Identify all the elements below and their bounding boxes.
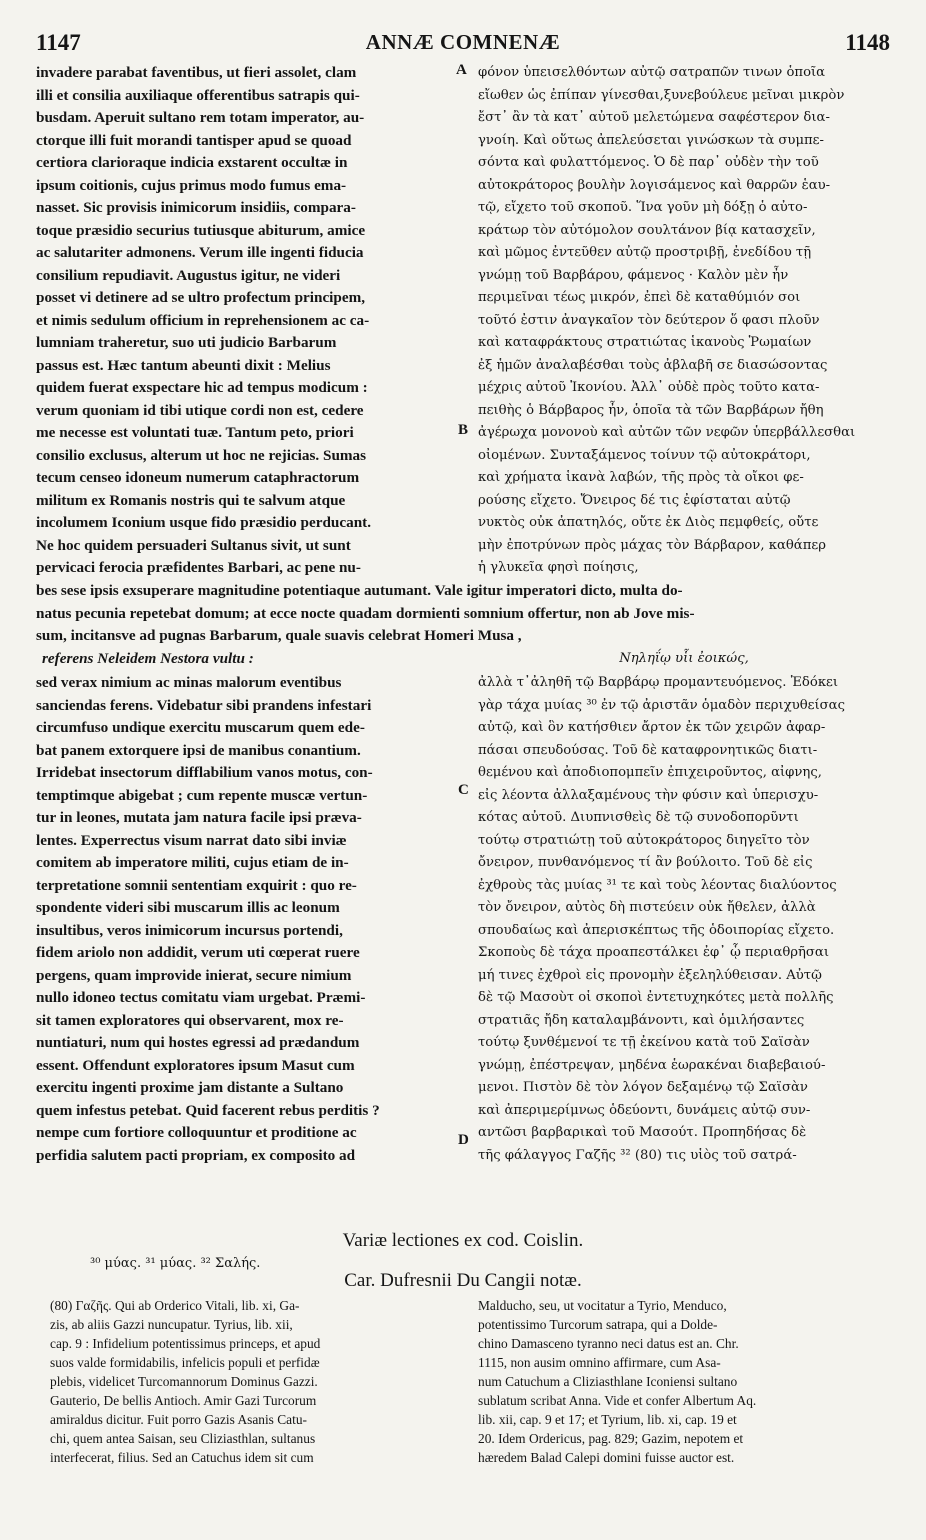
greek-bottom-line: τούτῳ ξυνθέμενοί τε τῇ ἐκείνου κατὰ τοῦ Σαϊσὰν: [478, 1035, 810, 1050]
page-header: [36, 30, 890, 60]
latin-top-line: ctorque illi fuit morandi tantisper apud se quoad: [36, 131, 352, 149]
latin-full-line: bes sese ipsis exsuperare magnitudine potentiaque autumant. Vale igitur imperatori dicto, multa do-: [36, 582, 683, 599]
latin-bottom-line: lentes. Experrectus visum narrat dato sibi inviæ: [36, 831, 347, 849]
greek-bottom-line: ἐχθροὺς τὰς μυίας ³¹ τε καὶ τοὺς λέοντας διαλύοντος: [478, 877, 837, 893]
latin-top-line: consilium repudiavit. Augustus igitur, ne videri: [36, 266, 341, 284]
note-left-line: (80) Γαζῆς. Qui ab Orderico Vitali, lib. xi, Ga-: [50, 1298, 300, 1313]
greek-bottom-line: εἰς λέοντα ἀλλαξαμένους τὴν φύσιν καὶ ὑπερισχυ-: [478, 787, 819, 803]
greek-top-line: οἰομένων. Συνταξάμενος τοίνυν τῷ αὐτοκράτορι,: [478, 447, 811, 463]
greek-top-line: ἀγέρωχα μονονοὺ καὶ αὐτῶν τῶν νεφῶν ὑπερβάλλεσθαι: [478, 425, 856, 440]
note-right-line: 1115, non ausim omnino affirmare, cum Asa-: [478, 1355, 721, 1370]
greek-bottom-line: πάσαι σπευδούσας. Τοῦ δὲ καταφρονητικῶς διατι-: [478, 742, 818, 758]
greek-bottom-line: τούτῳ στρατιώτῃ τοῦ αὐτοκράτορος διηγεῖτο τὸν: [478, 832, 810, 848]
greek-column-top: [478, 62, 890, 580]
greek-bottom-line: θεμένου καὶ ἀποδιοπομπεῖν ἐπιχειροῦντος, αἰφνης,: [478, 765, 822, 780]
greek-top-line: ρούσης εἴχετο. Ὄνειρος δέ τις ἐφίσταται αὐτῷ: [478, 492, 791, 508]
greek-bottom-line: δὲ τῷ Μασοὺτ οἱ σκοποὶ ἐντετυχηκότες μετὰ πολλῆς: [478, 990, 834, 1005]
latin-top-line: consilio exclusus, alterum ut hoc ne rejicias. Sumas: [36, 446, 367, 464]
latin-bottom-line: tur in leones, mutata jam natura facile ipsi præva-: [36, 809, 362, 826]
latin-bottom-line: perfidia salutem pacti propriam, ex composito ad: [36, 1146, 356, 1164]
greek-bottom-line: τὸν ὄνειρον, αὐτὸς δὴ πιστεύειν οὐκ ἤθελεν, ἀλλὰ: [478, 900, 816, 915]
variae-lectiones-text: ³⁰ μύας. ³¹ μύας. ³² Σαλής.: [90, 1256, 261, 1271]
variae-lectiones-title: Variæ lectiones ex cod. Coislin.: [342, 1230, 584, 1251]
greek-bottom-line: αὐτῷ, καὶ ὃν κατήσθιεν ἄρτον ἐκ τῶν χειρῶν ἀφαρ-: [478, 720, 826, 735]
page-number-right: 1148: [845, 30, 890, 55]
greek-bottom-line: τῆς φάλαγγος Γαζῆς ³² (80) τις υἱὸς τοῦ σατρά-: [478, 1147, 797, 1163]
latin-top-line: ipsum coitionis, cujus primus modo fumus ema-: [36, 176, 347, 194]
latin-bottom-line: sanciendas ferens. Videbatur sibi prandens infestari: [36, 696, 372, 714]
latin-bottom-line: comitem ab imperatore militi, cujus etiam de in-: [36, 854, 349, 871]
greek-top-line: νυκτὸς οὐκ ἀπατηλός, οὔτε ἐκ Διὸς πεμφθείς, οὔτε: [478, 515, 819, 530]
latin-column-bottom: [36, 672, 456, 1167]
note-right-line: hæredem Balad Calepi domini fuisse auctor est.: [478, 1450, 735, 1465]
note-left-line: zis, ab aliis Gazzi nuncupatur. Tyrius, lib. xii,: [50, 1317, 293, 1332]
greek-top-line: ἔστ᾽ ἂν τὰ κατ᾽ αὐτοῦ μελετώμενα σαφέστερον δια-: [478, 110, 830, 125]
latin-bottom-line: circumfuso undique exercitu muscarum quem ede-: [36, 719, 365, 736]
latin-bottom-line: sed verax nimium ac minas malorum eventibus: [36, 674, 342, 691]
greek-top-line: γνώμῃ τοῦ Βαρβάρου, φάμενος · Καλὸν μὲν ἦν: [478, 267, 789, 283]
latin-bottom-line: pergens, quam improvide inierat, secure nimium: [36, 966, 352, 984]
latin-top-line: certiora clarioraque indicia exstarent occultæ in: [36, 154, 348, 171]
latin-bottom-line: nempe cum fortiore colloquuntur et proditione ac: [36, 1124, 357, 1141]
greek-bottom-line: κότας αὐτοῦ. Διυπνισθεὶς δὲ τῷ συνοδοπορῦντι: [478, 810, 799, 825]
note-right-line: sublatum scribat Anna. Vide et confer Albertum Aq.: [478, 1393, 757, 1408]
note-right-line: 20. Idem Ordericus, pag. 829; Gazim, nepotem et: [478, 1431, 744, 1446]
greek-top-line: εἴωθεν ὡς ἐπίπαν γίνεσθαι,ξυνεβούλευε μεῖναι μικρὸν: [478, 87, 845, 103]
note-left-line: plebis, videlicet Turcomannorum Dominus Gazzi.: [50, 1374, 318, 1389]
latin-top-line: invadere parabat faventibus, ut fieri assolet, clam: [36, 64, 357, 81]
greek-top-line: περιμεῖναι τέως μικρόν, ἐπεὶ δὲ καταθύμιόν σοι: [478, 290, 801, 305]
margin-marker-d: D: [458, 1132, 469, 1148]
latin-top-line: posset vi detinere ad se ultro profectum principem,: [36, 289, 366, 306]
greek-top-line: καὶ χρήματα ἱκανὰ λαβών, τῆς πρὸς τὰ οἴκοι φε-: [478, 470, 804, 485]
greek-top-line: καὶ μῶμος ἐντεῦθεν αὐτῷ προστριβῇ, ἐνεδίδου τῇ: [478, 245, 812, 260]
note-left-line: Gauterio, De bellis Antioch. Amir Gazi Turcorum: [50, 1393, 317, 1408]
verse-latin: referens Neleidem Nestora vultu :: [42, 650, 254, 667]
margin-marker-a: A: [456, 62, 467, 78]
greek-top-line: αὐτοκράτορος βουλὴν λογισάμενος καὶ θαρρῶν ἑαυ-: [478, 177, 831, 193]
latin-full-line: natus pecunia repetebat domum; at ecce nocte quadam dormienti somnium offertur, non ab Jove mis-: [36, 604, 695, 622]
greek-top-line: μέχρις αὐτοῦ Ἰκονίου. Ἀλλ᾽ οὐδὲ πρὸς τοῦτο κατα-: [478, 380, 820, 395]
greek-bottom-line: καὶ ἀπεριμερίμνως ὁδεύοντι, δυνάμεις αὐτῷ συν-: [478, 1102, 811, 1118]
greek-top-line: φόνον ὑπεισελθόντων αὐτῷ σατραπῶν τινων ὁποῖα: [478, 65, 826, 80]
greek-top-line: σόντα καὶ φυλαττόμενος. Ὁ δὲ παρ᾽ οὐδὲν τὴν τοῦ: [478, 155, 819, 170]
greek-bottom-line: σπουδαίως καὶ ἀπερισκέπτως τῆς ὁδοιπορίας εἴχετο.: [478, 922, 835, 938]
greek-top-line: ἡ γλυκεῖα φησὶ ποίησις,: [478, 560, 639, 575]
latin-bottom-line: insultibus, veros inimicorum incursus portendi,: [36, 921, 343, 939]
latin-top-line: tecum censeo idoneum numerum cataphractorum: [36, 469, 360, 486]
latin-top-line: ac salutariter admonens. Verum ille ingenti fiducia: [36, 244, 364, 261]
greek-bottom-line: ἀλλὰ τ᾽ἀληθῆ τῷ Βαρβάρῳ προμαντευόμενος. Ἐδόκει: [478, 675, 839, 690]
latin-bottom-line: exercitu ingenti proxime jam distante a Sultano: [36, 1079, 344, 1096]
latin-bottom-line: spondente videri sibi muscarum illis ac leonum: [36, 899, 340, 916]
latin-bottom-line: essent. Offendunt exploratores ipsum Masut cum: [36, 1056, 355, 1074]
greek-top-line: γνοίη. Καὶ οὕτως ἀπελεύσεται γινώσκων τὰ συμπε-: [478, 132, 824, 148]
latin-top-line: verum quoniam id tibi utique cordi non est, cedere: [36, 401, 364, 419]
note-right-line: Malducho, seu, ut vocitatur a Tyrio, Menduco,: [478, 1298, 727, 1313]
verse-greek: Νηληΐῳ υἷι ἐοικώς,: [619, 651, 749, 666]
latin-bottom-line: nuntiaturi, num qui hostes egressi ad prædandum: [36, 1034, 360, 1051]
latin-fullwidth-passage: [36, 580, 890, 648]
latin-bottom-line: quem infestus petebat. Quid facerent rebus perditis ?: [36, 1101, 380, 1119]
latin-bottom-line: Irridebat insectorum difflabilium vanos motus, con-: [36, 764, 373, 781]
greek-bottom-line: ὄνειρον, πυνθανόμενος τί ἂν βούλοιτο. Τοῦ δὲ εἰς: [478, 855, 813, 870]
greek-bottom-line: αντῶσι βαρβαρικαὶ τοῦ Μασούτ. Προπηδήσας δὲ: [478, 1125, 807, 1140]
latin-top-line: quidem fuerat exspectare hic ad tempus modicum :: [36, 379, 368, 396]
greek-top-line: ἐξ ἡμῶν ἀναλαβέσθαι τοὺς ἀβλαβῆ σε διασώσοντας: [478, 357, 828, 373]
greek-top-line: κράτωρ τὸν αὐτόμολον σουλτάνον βίᾳ κατασχεῖν,: [478, 222, 816, 238]
latin-top-line: busdam. Aperuit sultano rem totam imperator, au-: [36, 109, 365, 126]
greek-bottom-line: γὰρ τάχα μυίας ³⁰ ἐν τῷ ἀριστᾶν ὁμαδὸν περιχυθείσας: [478, 697, 845, 713]
note-right-line: num Catuchum a Cliziasthlane Iconiensi sultano: [478, 1374, 738, 1389]
latin-bottom-line: nullo idoneo tectus comitatu viam urgebat. Præmi-: [36, 989, 366, 1006]
note-right-line: potentissimo Turcorum satrapa, qui a Dolde-: [478, 1317, 718, 1332]
latin-top-line: et nimis sedulum officium in reprehensionem ac ca-: [36, 311, 370, 329]
latin-top-line: passus est. Hæc tantum abeunti dixit : Melius: [36, 356, 331, 374]
greek-bottom-line: Σκοποὺς δὲ τάχα προαπεστάλκει ἐφ᾽ ᾧ περιαθρῆσαι: [478, 945, 830, 960]
latin-bottom-line: bat panem extorquere ipsi de manibus conantium.: [36, 741, 361, 759]
greek-bottom-line: μενοι. Πιστὸν δὲ τὸν λόγον δεξαμένῳ τῷ Σαϊσὰν: [478, 1080, 808, 1095]
latin-top-line: lumniam traheretur, suo uti judicio Barbarum: [36, 334, 337, 351]
latin-top-line: me necesse est voluntati tuæ. Tantum peto, priori: [36, 424, 354, 441]
greek-top-line: τῷ, εἴχετο τοῦ σκοποῦ. Ἵνα γοῦν μὴ δόξῃ ὁ αὐτο-: [478, 200, 808, 215]
page-number-left: 1147: [36, 30, 81, 55]
note-left-line: interfecerat, filius. Sed an Catuchus idem sit cum: [50, 1450, 314, 1465]
latin-top-line: militum ex Romanis nostris qui te salvum atque: [36, 491, 346, 509]
margin-marker-c: C: [458, 782, 469, 798]
latin-full-line: sum, incitansve ad pugnas Barbarum, quale suavis celebrat Homeri Musa ,: [36, 627, 522, 644]
note-left-line: amiraldus dicitur. Fuit porro Gazis Asanis Catu-: [50, 1412, 307, 1427]
note-right-line: chino Damasceno tyranno neci datus est an. Chr.: [478, 1336, 739, 1351]
greek-top-line: μὴν ἐποτρύνων πρὸς μάχας τὸν Βάρβαρον, καθάπερ: [478, 537, 826, 553]
latin-bottom-line: terpretatione somnii sententiam exquirit : quo re-: [36, 876, 357, 894]
latin-column-top: [36, 62, 456, 580]
latin-top-line: toque præsidio securius tutiusque abiturum, amice: [36, 221, 366, 239]
latin-top-line: Ne hoc quidem persuaderi Sultanus sivit, ut sunt: [36, 536, 351, 554]
latin-bottom-line: sit tamen exploratores qui observarent, mox re-: [36, 1011, 344, 1029]
running-title: ANNÆ COMNENÆ: [365, 30, 561, 54]
latin-top-line: nasset. Sic provisis inimicorum insidiis, compara-: [36, 199, 356, 216]
greek-bottom-line: στρατιᾶς ἤδη καταλαμβάνοντι, καὶ ὁμιλήσαντες: [478, 1012, 805, 1028]
notes-title: Car. Dufresnii Du Cangii notæ.: [344, 1270, 582, 1291]
latin-top-line: incolumem Iconium usque fido præsidio perducant.: [36, 514, 372, 531]
note-left-line: cap. 9 : Infidelium potentissimus princeps, et apud: [50, 1336, 321, 1351]
notes-left-column: [50, 1296, 460, 1467]
note-left-line: chi, quem antea Saisan, seu Cliziasthlan, sultanus: [50, 1431, 316, 1446]
latin-bottom-line: temptimque abigebat ; cum repente muscæ vertun-: [36, 786, 368, 804]
greek-bottom-line: μή τινες ἐχθροὶ εἰς προνομὴν ἐξεληλύθεισαν. Αὐτῷ: [478, 967, 822, 983]
greek-column-bottom: [478, 672, 890, 1167]
margin-marker-b: B: [458, 422, 469, 438]
note-right-line: lib. xii, cap. 9 et 17; et Tyrium, lib. xi, cap. 19 et: [478, 1412, 737, 1427]
latin-top-line: illi et consilia auxiliaque offerentibus satrapis qui-: [36, 86, 360, 104]
greek-bottom-line: γνώμῃ, ἐπέστρεψαν, μηδένα ἑωρακέναι διαβεβαιού-: [478, 1057, 826, 1073]
latin-bottom-line: fidem ariolo non addidit, verum uti cœperat ruere: [36, 944, 360, 961]
notes-right-column: [478, 1296, 890, 1467]
greek-top-line: καὶ καταφράκτους στρατιώτας ἱκανοὺς Ῥωμαίων: [478, 335, 812, 350]
latin-top-line: pervicaci ferocia præfidentes Barbari, ac pene nu-: [36, 559, 361, 576]
note-left-line: suos valde formidabilis, infelicis populi et perfidæ: [50, 1355, 320, 1370]
greek-top-line: πειθὴς ὁ Βάρβαρος ἦν, ὁποῖα τὰ τῶν Βαρβάρων ἤθη: [478, 402, 824, 418]
greek-top-line: τοῦτό ἐστιν ἀναγκαῖον τὸν δεύτερον ὅ φασι πλοῦν: [478, 312, 820, 328]
